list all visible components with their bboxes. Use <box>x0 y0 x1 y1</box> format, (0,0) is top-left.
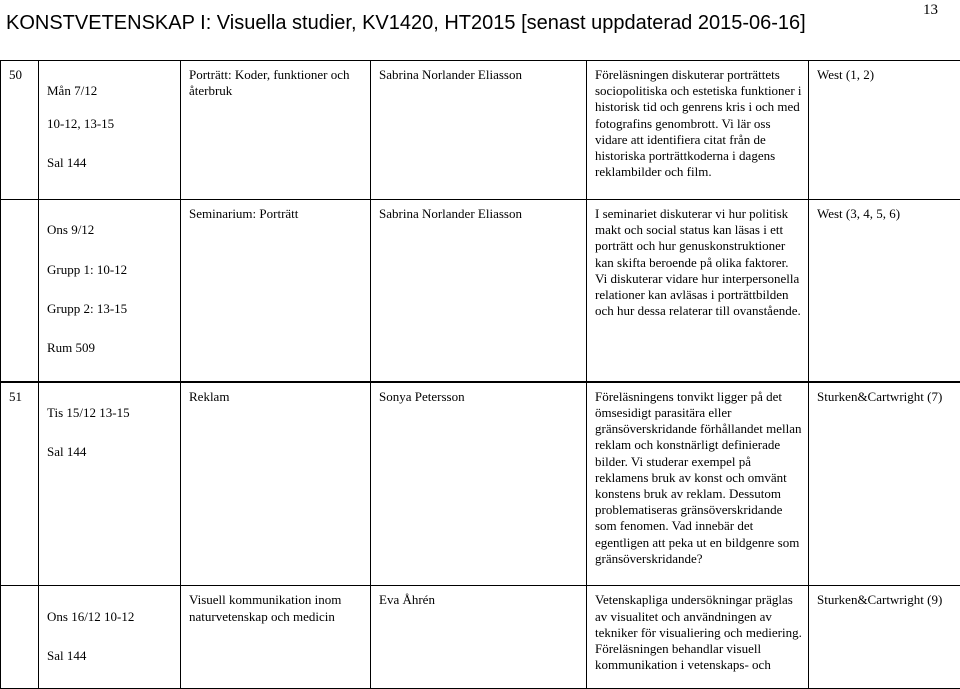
week-number <box>1 200 39 382</box>
teacher-cell: Sonya Petersson <box>371 382 587 586</box>
description-cell: Föreläsningens tonvikt ligger på det ömsesidigt parasitära eller gränsöverskridande förhållandet mellan reklam och konstnärligt definierade bilder. Vi studerar exempel på reklamens bruk av konst och omvänt konstens bruk av reklam. Dessutom problematiseras gränsöverskridande som fenomen. Vad innebär det egentligen att peka ut en bildgenre som gränsöverskridande? <box>587 382 809 586</box>
table-row <box>1 61 960 200</box>
date-cell <box>39 61 181 200</box>
page-number: 13 <box>923 2 938 19</box>
topic-cell: Porträtt: Koder, funktioner och återbruk <box>181 61 371 200</box>
date-line: Rum 509 <box>47 340 174 356</box>
date-line: Mån 7/12 <box>47 83 174 99</box>
teacher-cell: Sabrina Norlander Eliasson <box>371 200 587 382</box>
date-line: Sal 144 <box>47 648 174 664</box>
date-cell <box>39 382 181 586</box>
literature-cell: Sturken&Cartwright (9) <box>809 586 960 689</box>
schedule-table <box>0 60 960 689</box>
literature-cell: West (3, 4, 5, 6) <box>809 200 960 382</box>
date-line: Sal 144 <box>47 155 174 171</box>
table-row <box>1 586 960 689</box>
week-number: 51 <box>1 382 39 586</box>
date-cell <box>39 200 181 382</box>
teacher-cell: Eva Åhrén <box>371 586 587 689</box>
table-row <box>1 200 960 382</box>
table-row <box>1 382 960 586</box>
description-cell: I seminariet diskuterar vi hur politisk makt och social status kan läsas i ett porträtt och hur genuskonstruktioner kan skifta beroende på olika faktorer. Vi diskuterar vidare hur interpersonella relationer kan avläsas i porträttbilden och hur dessa relaterar till ovanstående. <box>587 200 809 382</box>
date-line: Ons 9/12 <box>47 222 174 238</box>
topic-cell: Reklam <box>181 382 371 586</box>
date-line: 10-12, 13-15 <box>47 116 174 132</box>
literature-cell: Sturken&Cartwright (7) <box>809 382 960 586</box>
topic-cell: Visuell kommunikation inom naturvetenskap och medicin <box>181 586 371 689</box>
date-line: Grupp 2: 13-15 <box>47 301 174 317</box>
description-cell: Föreläsningen diskuterar porträttets sociopolitiska och estetiska funktioner i historisk tid och genrens kris i och med fotografins genombrott. Vi lär oss vidare att identifiera citat från de historiska porträttkoderna i dagens reklambilder och film. <box>587 61 809 200</box>
page-title: KONSTVETENSKAP I: Visuella studier, KV1420, HT2015 [senast uppdaterad 2015-06-16] <box>6 12 806 35</box>
date-line: Sal 144 <box>47 444 174 460</box>
week-number: 50 <box>1 61 39 200</box>
date-line: Tis 15/12 13-15 <box>47 405 174 421</box>
date-line: Ons 16/12 10-12 <box>47 609 174 625</box>
date-cell <box>39 586 181 689</box>
description-cell: Vetenskapliga undersökningar präglas av visualitet och användningen av tekniker för visualiering och mediering. Föreläsningen behandlar visuell kommunikation i vetenskaps- och <box>587 586 809 689</box>
topic-cell: Seminarium: Porträtt <box>181 200 371 382</box>
literature-cell: West (1, 2) <box>809 61 960 200</box>
date-line: Grupp 1: 10-12 <box>47 262 174 278</box>
teacher-cell: Sabrina Norlander Eliasson <box>371 61 587 200</box>
week-number <box>1 586 39 689</box>
